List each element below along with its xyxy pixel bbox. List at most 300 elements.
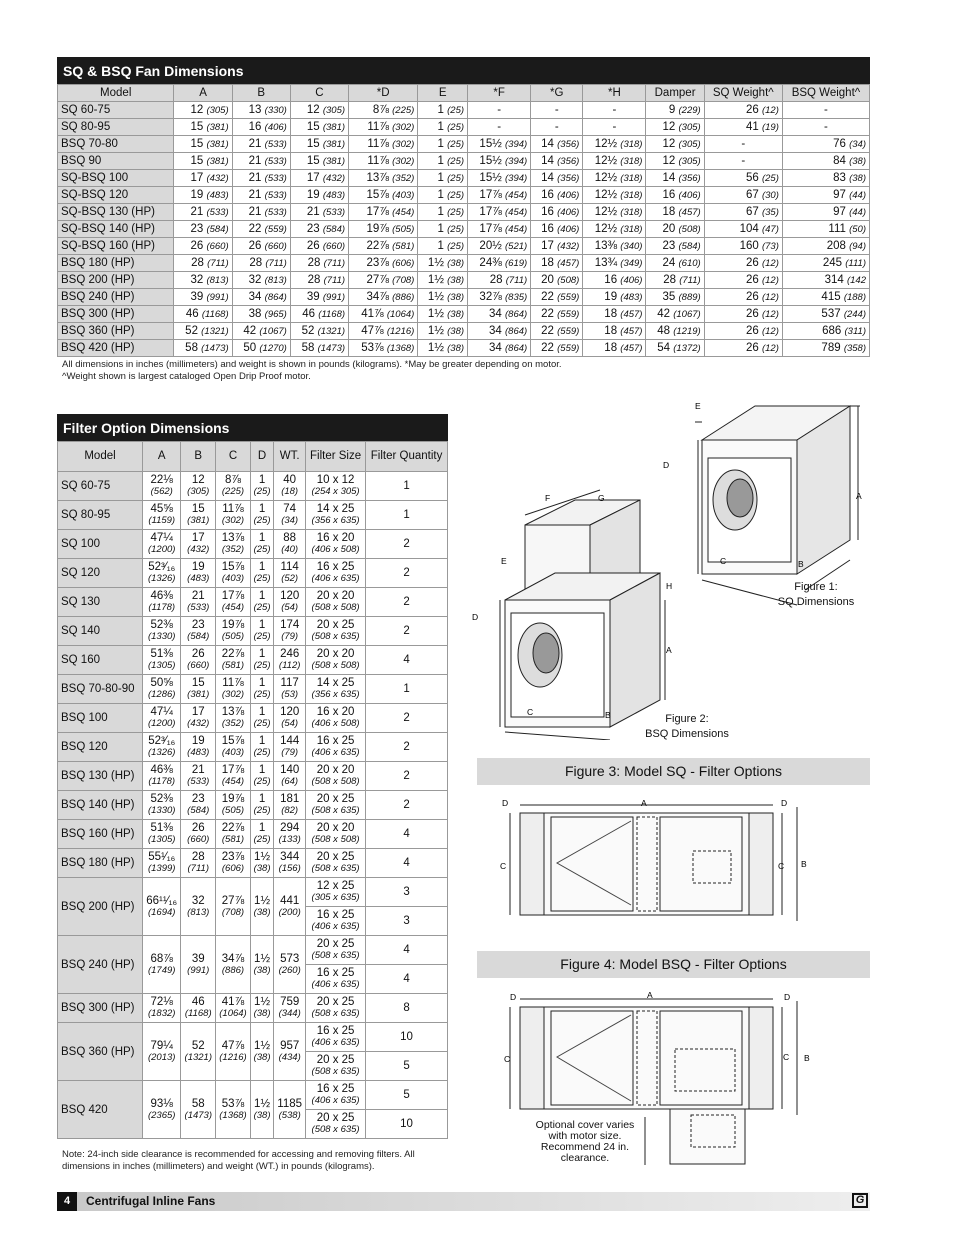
fig4-label-b: B (804, 1053, 810, 1063)
filter-dim-metric: (432) (187, 718, 210, 729)
fan-value-cell (531, 136, 583, 153)
filter-quantity-cell: 4 (366, 646, 448, 675)
filter-size-metric: (508 x 508) (311, 602, 360, 613)
fan-value-metric: (142 (846, 274, 866, 286)
fan-value-cell (646, 238, 704, 255)
filter-dim-inches: 51⅜ (150, 822, 173, 834)
fan-value-inches: 13¾ (594, 256, 618, 269)
fan-value-inches: 16 (541, 222, 554, 235)
fan-table-row (58, 289, 870, 306)
filter-dim-metric: (1216) (219, 1051, 247, 1063)
filter-quantity-cell: 2 (366, 704, 448, 733)
fan-table-row (58, 153, 870, 170)
fan-value-inches: 41⅞ (361, 307, 384, 320)
filter-dim-cell-a (143, 878, 181, 936)
filter-quantity-cell: 5 (366, 1081, 448, 1110)
filter-dim-metric: (1321) (184, 1051, 212, 1063)
fan-value-metric: (38) (447, 274, 465, 286)
filter-quantity-cell: 2 (366, 559, 448, 588)
filter-dim-cell-c (216, 646, 251, 675)
filter-dim-cell-a (143, 994, 181, 1023)
fan-value-metric: (864) (505, 325, 528, 337)
filter-dim-cell-a (143, 501, 181, 530)
fan-value-metric: (12) (761, 308, 779, 320)
fan-value-cell (349, 187, 418, 204)
fan-value-inches: 22 (541, 307, 554, 320)
filter-size-inches: 16 x 25 (316, 1025, 355, 1037)
fan-value-metric: (606) (392, 257, 415, 269)
fan-value-inches: - (741, 154, 746, 167)
fan-col-header: E (418, 85, 468, 102)
fan-value-inches: 42 (657, 307, 671, 320)
fan-value-inches: 38 (248, 307, 262, 320)
fan-value-inches: 41 (745, 120, 759, 133)
fan-value-cell (418, 153, 468, 170)
filter-dim-metric: (434) (278, 1051, 301, 1063)
fan-value-cell (349, 255, 418, 272)
filter-dim-cell-a (143, 675, 181, 704)
filter-table-row (58, 1023, 448, 1052)
filter-col-header: D (250, 442, 273, 472)
fan-value-metric: (38) (447, 257, 465, 269)
fan-dimensions-table (57, 84, 870, 357)
fan-value-metric: (50) (849, 223, 866, 235)
fan-value-metric: (12) (761, 257, 779, 269)
fan-value-cell (174, 102, 232, 119)
fan-value-metric: (1216) (386, 325, 415, 337)
fan-value-metric: (483) (322, 189, 346, 201)
filter-dim-cell-a (143, 588, 181, 617)
filter-dim-cell-a (143, 704, 181, 733)
filter-model-cell: SQ 130 (58, 588, 143, 617)
filter-model-cell: BSQ 120 (58, 733, 143, 762)
fan-model-cell: BSQ 300 (HP) (58, 306, 174, 323)
fan-value-cell (290, 204, 348, 221)
filter-dim-cell-b (181, 1081, 216, 1139)
filter-dim-cell-wt (274, 994, 306, 1023)
fan-value-inches: - (612, 103, 617, 116)
filter-quantity-cell: 4 (366, 820, 448, 849)
fan-value-cell (349, 204, 418, 221)
fan-value-metric: (559) (557, 342, 580, 354)
sq-filter-figure (495, 795, 815, 925)
fan-value-metric: (44) (849, 189, 866, 201)
fan-value-cell (349, 102, 418, 119)
filter-dim-cell-wt (274, 791, 306, 820)
filter-size-inches: 16 x 25 (316, 967, 355, 979)
filter-dim-cell-b (181, 530, 216, 559)
fan-model-cell: SQ 60-75 (58, 102, 174, 119)
filter-dim-metric: (38) (253, 1008, 271, 1019)
fan-value-inches: 34 (489, 324, 502, 337)
fig1-label-e: E (695, 401, 701, 411)
filter-dim-metric: (25) (253, 747, 271, 758)
filter-dim-cell-c (216, 762, 251, 791)
filter-dim-metric: (18) (281, 486, 299, 497)
filter-dim-metric: (344) (278, 1008, 301, 1019)
fan-value-metric: (559) (557, 291, 580, 303)
fan-value-metric: (12) (761, 104, 779, 116)
filter-size-inches: 14 x 25 (316, 503, 355, 515)
filter-dim-metric: (381) (187, 515, 210, 526)
filter-dim-inches: 47¼ (150, 706, 173, 718)
fan-value-cell (583, 136, 646, 153)
fan-value-metric: (505) (392, 223, 415, 235)
filter-dim-inches: 53⅞ (221, 1097, 245, 1110)
fan-value-metric: (521) (505, 240, 528, 252)
fan-value-inches: 15 (190, 154, 204, 167)
fan-value-inches: 19⅞ (366, 222, 389, 235)
filter-dim-metric: (584) (187, 805, 210, 816)
fan-value-inches: - (497, 120, 502, 133)
fan-value-cell (418, 289, 468, 306)
fan-value-metric: (25) (447, 121, 465, 133)
filter-dim-inches: 72⅛ (150, 996, 173, 1008)
fan-value-cell (290, 153, 348, 170)
fan-value-inches: 160 (739, 239, 759, 252)
fan-value-cell (646, 119, 704, 136)
fan-value-metric: (12) (761, 291, 779, 303)
fan-value-cell (290, 255, 348, 272)
filter-dim-cell-b (181, 559, 216, 588)
filter-dim-cell-b (181, 733, 216, 762)
fan-value-metric: (394) (505, 172, 528, 184)
filter-size-cell (306, 820, 366, 849)
fan-value-metric: (311) (844, 325, 866, 337)
filter-dim-metric: (1399) (147, 863, 176, 874)
filter-table-row (58, 704, 448, 733)
filter-dim-inches: 573 (280, 952, 300, 965)
filter-quantity-cell: 4 (366, 965, 448, 994)
filter-dim-cell-a (143, 936, 181, 994)
fan-value-inches: 1 (437, 205, 444, 218)
filter-dim-metric: (1832) (147, 1008, 176, 1019)
filter-dim-cell-c (216, 878, 251, 936)
fan-value-metric: (302) (392, 121, 415, 133)
fan-value-inches: 21 (248, 205, 262, 218)
filter-quantity-cell: 2 (366, 791, 448, 820)
filter-dim-cell-c (216, 617, 251, 646)
fan-value-metric: (889) (678, 291, 701, 303)
fan-value-inches: 97 (833, 188, 846, 201)
filter-size-cell (306, 501, 366, 530)
filter-model-cell: BSQ 240 (HP) (58, 936, 143, 994)
fan-col-header: SQ Weight^ (704, 85, 782, 102)
filter-table-row (58, 501, 448, 530)
filter-dim-cell-b (181, 820, 216, 849)
fan-model-cell: BSQ 420 (HP) (58, 340, 174, 357)
fan-value-inches: 23 (662, 239, 676, 252)
filter-dim-cell-b (181, 472, 216, 501)
fig1-caption (760, 580, 872, 610)
filter-dimensions-table (57, 441, 448, 1139)
filter-dim-metric: (1694) (147, 906, 176, 918)
fan-value-inches: 28 (249, 256, 263, 269)
filter-size-metric: (305 x 635) (311, 892, 360, 903)
fan-value-metric: (305) (678, 138, 701, 150)
fan-value-cell (468, 306, 531, 323)
filter-size-metric: (508 x 508) (311, 660, 360, 671)
filter-dim-metric: (1200) (147, 718, 176, 729)
fan-value-inches: 21 (248, 171, 262, 184)
filter-size-inches: 20 x 25 (316, 619, 355, 631)
filter-dim-cell-c (216, 588, 251, 617)
fan-value-metric: (229) (678, 104, 701, 116)
filter-dim-inches: 759 (280, 996, 300, 1008)
fan-value-inches: 415 (821, 290, 841, 303)
filter-dim-metric: (54) (281, 718, 299, 729)
filter-dim-inches: 22⅞ (221, 648, 245, 660)
fan-value-inches: 15 (306, 120, 320, 133)
fan-value-cell (290, 187, 348, 204)
fan-value-inches: 17⅞ (479, 188, 502, 201)
filter-dim-metric: (40) (281, 544, 299, 555)
filter-dim-cell-c (216, 559, 251, 588)
filter-size-cell (306, 878, 366, 907)
fan-value-inches: 16 (541, 188, 554, 201)
fig3-title-bar (477, 758, 870, 785)
fan-value-inches: 17⅞ (366, 205, 389, 218)
fan-model-cell: SQ-BSQ 100 (58, 170, 174, 187)
fan-value-cell (782, 170, 869, 187)
fan-value-inches: 15⅞ (366, 188, 389, 201)
fan-value-cell (531, 153, 583, 170)
fan-value-cell (174, 153, 232, 170)
fan-value-inches: 17⅞ (479, 222, 502, 235)
filter-dim-metric: (562) (150, 486, 173, 497)
fan-value-cell (782, 272, 869, 289)
filter-quantity-cell: 8 (366, 994, 448, 1023)
fan-value-cell (583, 102, 646, 119)
filter-size-inches: 20 x 20 (316, 822, 355, 834)
filter-model-cell: BSQ 130 (HP) (58, 762, 143, 791)
filter-dim-metric: (38) (253, 1051, 271, 1063)
fan-value-inches: 1 (437, 154, 444, 167)
fan-value-inches: 17⅞ (479, 205, 502, 218)
fig4-label-a: A (647, 990, 653, 1000)
fan-model-cell: BSQ 360 (HP) (58, 323, 174, 340)
fan-value-metric: (711) (323, 257, 346, 269)
fan-value-inches: 28 (307, 256, 321, 269)
filter-dim-inches: 114 (280, 561, 299, 573)
filter-dim-metric: (54) (281, 602, 299, 613)
fan-value-cell (468, 272, 531, 289)
filter-size-inches: 16 x 25 (316, 561, 355, 573)
fan-value-cell (418, 306, 468, 323)
fan-col-header: *H (583, 85, 646, 102)
fan-value-inches: 58 (185, 341, 198, 354)
filter-size-metric: (508 x 508) (311, 834, 360, 845)
fan-value-cell (468, 340, 531, 357)
filter-dim-inches: 26 (191, 822, 205, 834)
filter-size-metric: (356 x 635) (311, 689, 360, 700)
fan-value-inches: 42 (243, 324, 257, 337)
filter-dim-metric: (34) (281, 515, 299, 526)
fan-value-inches: 21 (248, 188, 262, 201)
filter-model-cell: SQ 140 (58, 617, 143, 646)
filter-dim-metric: (2365) (147, 1109, 176, 1121)
fan-value-cell (290, 340, 348, 357)
fan-table-row (58, 340, 870, 357)
fan-model-cell: SQ 80-95 (58, 119, 174, 136)
fan-value-cell (583, 187, 646, 204)
filter-dim-inches: 1 (258, 503, 266, 515)
filter-dim-metric: (305) (187, 486, 210, 497)
fan-value-inches: 11⅞ (367, 137, 389, 150)
fan-value-cell (174, 136, 232, 153)
fig3-label-d-left: D (502, 798, 509, 808)
fan-value-cell (349, 170, 418, 187)
filter-quantity-cell: 4 (366, 849, 448, 878)
filter-table-row (58, 791, 448, 820)
fan-value-metric: (188) (843, 291, 866, 303)
fan-value-inches: 76 (833, 137, 846, 150)
fan-value-inches: 12½ (594, 154, 618, 167)
filter-dim-metric: (454) (221, 776, 245, 787)
fan-value-metric: (559) (557, 325, 580, 337)
filter-size-cell (306, 907, 366, 936)
filter-dim-inches: 21 (191, 764, 205, 776)
fan-model-cell: SQ-BSQ 160 (HP) (58, 238, 174, 255)
filter-dim-inches: 441 (280, 894, 300, 907)
filter-dim-inches: 1 (258, 735, 266, 747)
filter-size-inches: 20 x 20 (316, 764, 355, 776)
filter-dim-inches: 1 (258, 648, 266, 660)
fan-value-metric: (318) (620, 138, 643, 150)
filter-quantity-cell: 2 (366, 762, 448, 791)
filter-dim-metric: (38) (253, 964, 271, 976)
fan-value-metric: (302) (392, 155, 415, 167)
fan-value-inches: 34 (248, 290, 262, 303)
fan-value-cell (290, 272, 348, 289)
fan-value-metric: (1372) (673, 342, 701, 354)
filter-dim-cell-c (216, 849, 251, 878)
fan-value-cell (531, 323, 583, 340)
filter-dim-inches: 15 (191, 503, 205, 515)
fan-col-header: *D (349, 85, 418, 102)
filter-quantity-cell: 3 (366, 907, 448, 936)
fan-value-cell (782, 204, 869, 221)
fan-value-cell (290, 136, 348, 153)
fan-value-inches: 12½ (594, 137, 618, 150)
fan-value-metric: (318) (620, 172, 643, 184)
fan-value-metric: (432) (322, 172, 346, 184)
fan-value-inches: 789 (821, 341, 841, 354)
fan-value-cell (704, 340, 782, 357)
filter-dim-cell-wt (274, 1023, 306, 1081)
fan-value-metric: (406) (557, 189, 580, 201)
filter-dim-metric: (1168) (184, 1008, 212, 1019)
fan-value-metric: (19) (761, 121, 779, 133)
fan-value-metric: (111) (845, 257, 866, 269)
fan-value-metric: (25) (761, 172, 779, 184)
filter-dim-inches: 17⅞ (221, 764, 245, 776)
fan-table-row (58, 255, 870, 272)
fan-value-inches: 14 (541, 137, 554, 150)
fig1-label-a: A (856, 491, 862, 501)
fan-value-inches: 16 (248, 120, 262, 133)
fan-value-cell (290, 119, 348, 136)
filter-dim-inches: 1½ (254, 1039, 271, 1052)
filter-dim-cell-d (250, 762, 273, 791)
fan-value-cell (646, 272, 704, 289)
fan-value-metric: (610) (678, 257, 701, 269)
fan-value-inches: 15 (190, 120, 204, 133)
filter-dim-metric: (660) (187, 660, 210, 671)
fan-value-cell (468, 204, 531, 221)
fan-value-inches: 537 (821, 307, 841, 320)
fan-col-header: C (290, 85, 348, 102)
filter-dim-inches: 28 (191, 851, 205, 863)
fan-value-cell (583, 221, 646, 238)
fan-value-cell (646, 170, 704, 187)
filter-dim-cell-wt (274, 820, 306, 849)
filter-dim-cell-d (250, 646, 273, 675)
filter-dim-inches: 23⅞ (221, 851, 245, 863)
filter-size-metric: (508 x 635) (311, 631, 360, 642)
filter-dim-metric: (25) (253, 486, 271, 497)
filter-dim-inches: 1185 (277, 1097, 303, 1110)
fig4-label-d-right: D (784, 992, 791, 1002)
filter-dim-cell-d (250, 791, 273, 820)
filter-dim-inches: 93⅛ (150, 1097, 173, 1110)
fan-value-cell (583, 255, 646, 272)
filter-size-cell (306, 849, 366, 878)
filter-dim-metric: (260) (278, 964, 301, 976)
filter-size-cell (306, 704, 366, 733)
filter-dim-inches: 52⅜ (150, 793, 173, 805)
fan-value-metric: (457) (678, 206, 701, 218)
fan-value-inches: 12½ (594, 188, 618, 201)
fan-value-cell (349, 306, 418, 323)
fan-value-metric: (340) (620, 240, 643, 252)
fan-value-metric: (454) (505, 206, 528, 218)
fan-value-inches: 26 (745, 341, 759, 354)
filter-dim-metric: (1159) (148, 515, 176, 526)
filter-size-inches: 20 x 25 (316, 938, 355, 950)
filter-dim-cell-wt (274, 646, 306, 675)
fan-value-metric: (711) (265, 257, 287, 269)
filter-dim-cell-a (143, 472, 181, 501)
fan-value-inches: 18 (604, 341, 618, 354)
fan-value-cell (174, 204, 232, 221)
fan-value-cell (782, 102, 869, 119)
fan-value-cell (418, 221, 468, 238)
fan-value-cell (583, 238, 646, 255)
fig4-title-bar (477, 951, 870, 978)
filter-model-cell: SQ 120 (58, 559, 143, 588)
fan-value-metric: (25) (447, 172, 465, 184)
filter-size-metric: (406 x 635) (311, 573, 360, 584)
fan-value-cell (704, 204, 782, 221)
fan-value-cell (290, 238, 348, 255)
filter-dim-inches: 19⅞ (221, 619, 245, 631)
fan-value-metric: (483) (620, 291, 643, 303)
filter-size-metric: (508 x 508) (311, 776, 360, 787)
fan-value-metric: (533) (264, 138, 287, 150)
filter-size-cell (306, 965, 366, 994)
filter-dim-inches: 40 (283, 474, 297, 486)
filter-table-row (58, 675, 448, 704)
fan-value-metric: (305) (678, 155, 701, 167)
fan-value-cell (174, 340, 232, 357)
filter-dim-metric: (352) (221, 544, 245, 555)
fan-col-header: Model (58, 85, 174, 102)
filter-dim-inches: 174 (280, 619, 300, 631)
fan-value-metric: (12) (761, 325, 779, 337)
fan-value-cell (232, 153, 290, 170)
filter-dim-metric: (25) (253, 631, 271, 642)
